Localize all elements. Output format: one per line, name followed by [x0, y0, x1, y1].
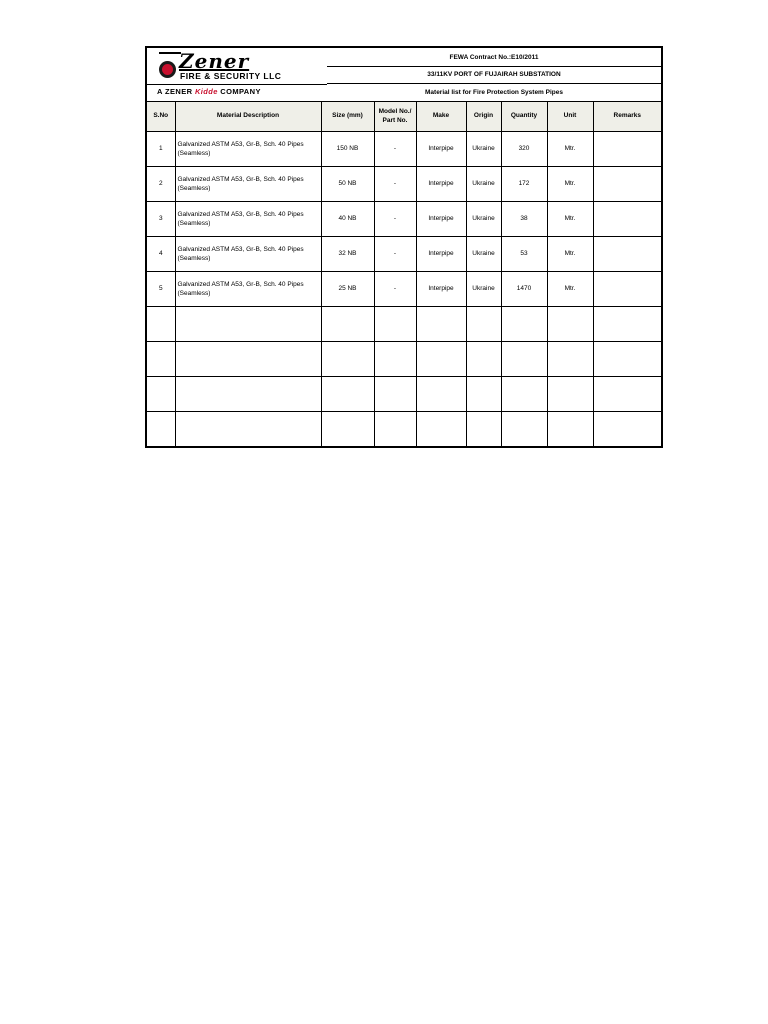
sheet-header [147, 48, 661, 102]
cell-model: - [374, 202, 416, 237]
cell-model: - [374, 132, 416, 167]
cell-quantity [501, 342, 547, 377]
cell-remarks [593, 237, 661, 272]
cell-remarks [593, 412, 661, 447]
cell-remarks [593, 342, 661, 377]
cell-sno: 5 [147, 272, 175, 307]
cell-remarks [593, 377, 661, 412]
cell-description: Galvanized ASTM A53, Gr-B, Sch. 40 Pipes (Seamless) [175, 167, 321, 202]
cell-sno [147, 307, 175, 342]
col-header-model: Model No./ Part No. [374, 102, 416, 132]
cell-unit: Mtr. [547, 237, 593, 272]
contract-number: FEWA Contract No.:E10/2011 [327, 48, 661, 67]
table-row [147, 272, 661, 307]
table-row [147, 132, 661, 167]
cell-size [321, 342, 374, 377]
logo-badge-icon [159, 61, 176, 78]
cell-quantity [501, 377, 547, 412]
cell-sno [147, 342, 175, 377]
table-header-row [147, 102, 661, 132]
cell-make [416, 412, 466, 447]
cell-size: 25 NB [321, 272, 374, 307]
cell-model [374, 412, 416, 447]
cell-size: 50 NB [321, 167, 374, 202]
table-body [147, 132, 661, 447]
cell-model: - [374, 167, 416, 202]
cell-quantity: 320 [501, 132, 547, 167]
cell-remarks [593, 202, 661, 237]
col-header-size: Size (mm) [321, 102, 374, 132]
logo-wordmark: Zener [179, 49, 250, 73]
cell-sno: 3 [147, 202, 175, 237]
document-subject: Material list for Fire Protection System Pipes [425, 88, 563, 96]
cell-description: Galvanized ASTM A53, Gr-B, Sch. 40 Pipes (Seamless) [175, 237, 321, 272]
cell-make: Interpipe [416, 167, 466, 202]
logo-bottom-section [147, 84, 327, 101]
cell-model [374, 342, 416, 377]
cell-model [374, 307, 416, 342]
table-row [147, 307, 661, 342]
cell-quantity: 53 [501, 237, 547, 272]
company-brand: Kidde [194, 87, 218, 96]
cell-origin: Ukraine [466, 167, 501, 202]
cell-make [416, 342, 466, 377]
table-row [147, 412, 661, 447]
table-row [147, 377, 661, 412]
cell-origin [466, 307, 501, 342]
cell-make: Interpipe [416, 237, 466, 272]
logo-top-section [147, 48, 327, 84]
cell-quantity: 172 [501, 167, 547, 202]
material-list-sheet [145, 46, 663, 448]
cell-description [175, 342, 321, 377]
cell-size: 32 NB [321, 237, 374, 272]
cell-sno [147, 412, 175, 447]
col-header-sno: S.No [147, 102, 175, 132]
company-logo [147, 48, 327, 101]
cell-description [175, 307, 321, 342]
cell-sno: 2 [147, 167, 175, 202]
cell-make [416, 377, 466, 412]
table-row [147, 237, 661, 272]
cell-remarks [593, 307, 661, 342]
cell-sno: 1 [147, 132, 175, 167]
cell-quantity: 38 [501, 202, 547, 237]
cell-unit [547, 342, 593, 377]
cell-remarks [593, 132, 661, 167]
company-line [157, 87, 261, 96]
company-suffix: COMPANY [220, 87, 261, 96]
cell-size [321, 412, 374, 447]
cell-unit [547, 412, 593, 447]
cell-quantity [501, 307, 547, 342]
cell-model: - [374, 237, 416, 272]
cell-sno: 4 [147, 237, 175, 272]
cell-unit: Mtr. [547, 202, 593, 237]
cell-remarks [593, 272, 661, 307]
cell-model: - [374, 272, 416, 307]
col-header-make: Make [416, 102, 466, 132]
cell-size: 40 NB [321, 202, 374, 237]
cell-origin: Ukraine [466, 237, 501, 272]
logo-swoosh-icon [159, 52, 181, 58]
table-row [147, 202, 661, 237]
cell-description: Galvanized ASTM A53, Gr-B, Sch. 40 Pipes (Seamless) [175, 132, 321, 167]
col-header-unit: Unit [547, 102, 593, 132]
cell-origin [466, 412, 501, 447]
cell-description [175, 412, 321, 447]
cell-make [416, 307, 466, 342]
title-block [327, 48, 661, 101]
col-header-description: Material Description [175, 102, 321, 132]
cell-origin: Ukraine [466, 272, 501, 307]
cell-unit [547, 307, 593, 342]
col-header-remarks: Remarks [593, 102, 661, 132]
cell-unit [547, 377, 593, 412]
company-prefix: A ZENER [157, 87, 193, 96]
cell-description: Galvanized ASTM A53, Gr-B, Sch. 40 Pipes (Seamless) [175, 202, 321, 237]
cell-unit: Mtr. [547, 272, 593, 307]
cell-unit: Mtr. [547, 167, 593, 202]
project-name: 33/11KV PORT OF FUJAIRAH SUBSTATION [327, 66, 661, 84]
cell-size [321, 307, 374, 342]
cell-unit: Mtr. [547, 132, 593, 167]
col-header-quantity: Quantity [501, 102, 547, 132]
cell-make: Interpipe [416, 132, 466, 167]
cell-quantity: 1470 [501, 272, 547, 307]
cell-make: Interpipe [416, 202, 466, 237]
cell-description: Galvanized ASTM A53, Gr-B, Sch. 40 Pipes (Seamless) [175, 272, 321, 307]
cell-quantity [501, 412, 547, 447]
logo-badge-mark-icon [162, 64, 173, 75]
cell-origin [466, 377, 501, 412]
cell-make: Interpipe [416, 272, 466, 307]
cell-origin: Ukraine [466, 202, 501, 237]
table-row [147, 167, 661, 202]
cell-size [321, 377, 374, 412]
table-row [147, 342, 661, 377]
cell-size: 150 NB [321, 132, 374, 167]
cell-origin [466, 342, 501, 377]
cell-origin: Ukraine [466, 132, 501, 167]
col-header-origin: Origin [466, 102, 501, 132]
logo-tagline: FIRE & SECURITY LLC [180, 71, 282, 81]
cell-description [175, 377, 321, 412]
cell-model [374, 377, 416, 412]
cell-sno [147, 377, 175, 412]
cell-remarks [593, 167, 661, 202]
material-table [147, 102, 661, 446]
